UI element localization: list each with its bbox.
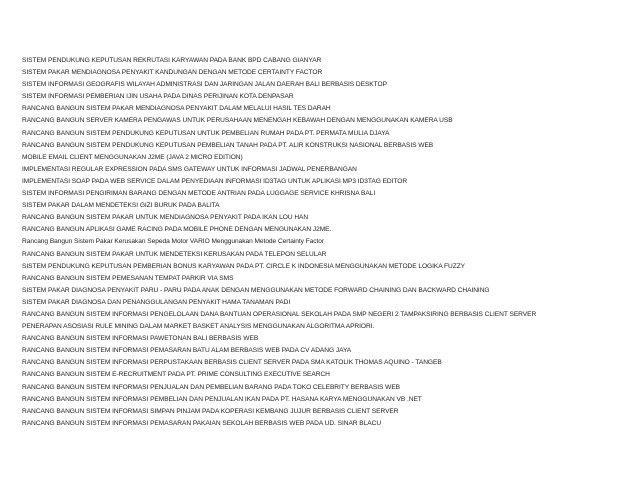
list-item: IMPLEMENTASI SOAP PADA WEB SERVICE DALAM PENYEDIAAN INFORMASI ID3TAG UNTUK APLIKASI MP3 ID3TAG EDITOR [22,177,408,185]
list-item: RANCANG BANGUN APLIKASI GAME RACING PADA MOBILE PHONE DENGAN MENGUNAKAN J2ME. [22,226,332,234]
list-item: RANCANG BANGUN SISTEM PENDUKUNG KEPUTUSAN UNTUK PEMBELIAN RUMAH PADA PT. PERMATA MULIA DJAYA [22,129,390,137]
list-item: RANCANG BANGUN SISTEM INFORMASI SIMPAN PINJAM PADA KOPERASI KEMBANG JUJUR BERBASIS CLIENT SERVER [22,407,399,415]
list-item: RANCANG BANGUN SISTEM INFORMASI PEMASARAN BATU ALAM BERBASIS WEB PADA CV ADANG JAYA [22,347,352,355]
list-item: SISTEM PENDUKUNG KEPUTUSAN PEMBERIAN BONUS KARYAWAN PADA PT. CIRCLE K INDONESIA MENGGUNAKAN METODE LOGIKA FUZZY [22,262,466,270]
list-item: IMPLEMENTASI REGULAR EXPRESSION PADA SMS GATEWAY UNTUK INFORMASI JADWAL PENERBANGAN [22,165,357,173]
list-item: RANCANG BANGUN SISTEM INFORMASI PERPUSTAKAAN BERBASIS CLIENT SERVER PADA SMA KATOLIK THOMAS AQUINO - TANGEB [22,359,442,367]
list-item: RANCANG BANGUN SISTEM PEMESANAN TEMPAT PARKIR VIA SMS [22,274,234,282]
list-item: RANCANG BANGUN SISTEM INFORMASI PEMASARAN PAKAIAN SEKOLAH BERBASIS WEB PADA UD. SINAR BLACU [22,419,382,427]
document-body [22,55,632,430]
list-item: SISTEM PENDUKUNG KEPUTUSAN REKRUTASI KARYAWAN PADA BANK BPD CABANG GIANYAR [22,57,322,64]
list-item: PENERAPAN ASOSIASI RULE MINING DALAM MARKET BASKET ANALYSIS MENGGUNAKAN ALGORITMA APRIORI. [22,323,375,331]
list-item: SISTEM PAKAR DIAGNOSA PENYAKIT PARU - PARU PADA ANAK DENGAN MENGGUNAKAN METODE FORWARD CHAINING DAN BACKWARD CHAINING [22,286,490,294]
list-item: MOBILE EMAIL CLIENT MENGGUNAKAN J2ME (JAVA 2 MICRO EDITION) [22,153,243,161]
list-item: RANCANG BANGUN SERVER KAMERA PENGAWAS UNTUK PERUSAHAAN MENENGAH KEBAWAH DENGAN MENGGUNAKAN KAMERA USB [22,117,453,125]
list-item: SISTEM PAKAR DALAM MENDETEKSI GIZI BURUK PADA BALITA [22,202,220,210]
list-item: SISTEM INFORMASI GEOGRAFIS WILAYAH ADMINISTRASI DAN JARINGAN JALAN DAERAH BALI BERBASIS DESKTOP [22,81,387,89]
list-item: RANCANG BANGUN SISTEM INFORMASI PENGELOLAAN DANA BANTUAN OPERASIONAL SEKOLAH PADA SMP NEGERI 2 TAMPAKSIRING BERBASIS CLIENT SERVER [22,310,537,318]
list-item: RANCANG BANGUN SISTEM INFORMASI PENJUALAN DAN PEMBELIAN BARANG PADA TOKO CELEBRITY BERBASIS WEB [22,383,401,391]
list-item: RANCANG BANGUN SISTEM INFORMASI PEMBELIAN DAN PENJUALAN IKAN PADA PT. HASANA KARYA MENGGUNAKAN VB .NET [22,395,422,403]
list-item: RANCANG BANGUN SISTEM INFORMASI PAWETONAN BALI BERBASIS WEB [22,335,259,343]
list-item: SISTEM PAKAR DIAGNOSA DAN PENANGGULANGAN PENYAKIT HAMA TANAMAN PADI [22,298,291,306]
list-item: SISTEM INFORMASI PEMBERIAN IJIN USAHA PADA DINAS PERIJINAN KOTA DENPASAR [22,93,294,101]
list-item: SISTEM INFORMASI PENGIRIMAN BARANG DENGAN METODE ANTRIAN PADA LUGGAGE SERVICE KHRISNA BALI [22,190,376,198]
list-item: RANCANG BANGUN SISTEM PAKAR MENDIAGNOSA PENYAKIT DALAM MELALUI HASIL TES DARAH [22,105,331,113]
list-item: RANCANG BANGUN SISTEM PENDUKUNG KEPUTUSAN PEMBELIAN TANAH PADA PT. ALIR KONSTRUKSI NASIONAL BERBASIS WEB [22,141,434,149]
list-item: RANCANG BANGUN SISTEM PAKAR UNTUK MENDIAGNOSA PENYAKIT PADA IKAN LOU HAN [22,214,309,222]
list-item: RANCANG BANGUN SISTEM E-RECRUITMENT PADA PT. PRIME CONSULTING EXECUTIVE SEARCH [22,371,330,379]
list-item: Rancang Bangun Sistem Pakar Kerusakan Sepeda Motor VARIO Menggunakan Metode Certainty Factor [22,238,325,246]
list-item: RANCANG BANGUN SISTEM PAKAR UNTUK MENDETEKSI KERUSAKAN PADA TELEPON SELULAR [22,250,327,258]
list-item: SISTEM PAKAR MENDIAGNOSA PENYAKIT KANDUNGAN DENGAN METODE CERTAINTY FACTOR [22,69,323,77]
